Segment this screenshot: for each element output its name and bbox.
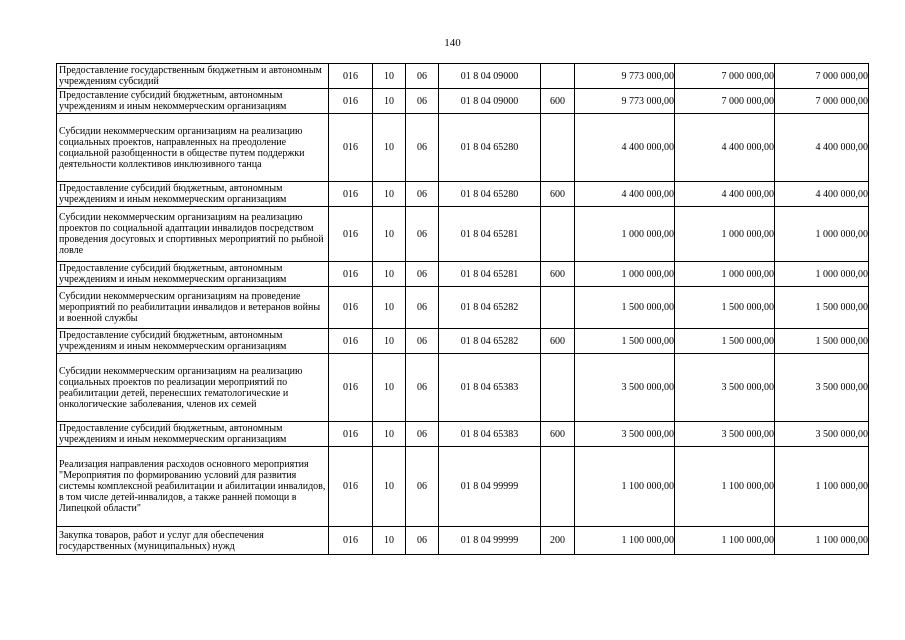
table-row xyxy=(57,64,869,89)
amount-year-1: 3 500 000,00 xyxy=(575,354,675,422)
amount-year-3: 3 500 000,00 xyxy=(775,354,869,422)
target-article-code: 01 8 04 09000 xyxy=(439,64,541,89)
target-article-code: 01 8 04 65281 xyxy=(439,207,541,262)
row-name: Предоставление государственным бюджетным и автономным учреждениям субсидий xyxy=(57,64,329,89)
section-code: 10 xyxy=(373,182,406,207)
table-row xyxy=(57,527,869,555)
amount-year-3: 3 500 000,00 xyxy=(775,422,869,447)
ministry-code: 016 xyxy=(329,287,373,329)
section-code: 10 xyxy=(373,207,406,262)
target-article-code: 01 8 04 09000 xyxy=(439,89,541,114)
table-row xyxy=(57,114,869,182)
subsection-code: 06 xyxy=(406,207,439,262)
section-code: 10 xyxy=(373,64,406,89)
amount-year-2: 4 400 000,00 xyxy=(675,114,775,182)
amount-year-1: 4 400 000,00 xyxy=(575,182,675,207)
row-name: Реализация направления расходов основного мероприятия "Мероприятия по формированию условий для развития системы комплексной реабилитации и абилитации инвалидов, в том числе детей-инвалидов, а также ранней помощи в Липецкой области" xyxy=(57,447,329,527)
amount-year-1: 1 100 000,00 xyxy=(575,447,675,527)
ministry-code: 016 xyxy=(329,354,373,422)
amount-year-2: 4 400 000,00 xyxy=(675,182,775,207)
amount-year-3: 1 000 000,00 xyxy=(775,207,869,262)
subsection-code: 06 xyxy=(406,64,439,89)
section-code: 10 xyxy=(373,287,406,329)
target-article-code: 01 8 04 65383 xyxy=(439,354,541,422)
amount-year-3: 1 100 000,00 xyxy=(775,527,869,555)
ministry-code: 016 xyxy=(329,422,373,447)
amount-year-3: 7 000 000,00 xyxy=(775,64,869,89)
amount-year-1: 9 773 000,00 xyxy=(575,89,675,114)
target-article-code: 01 8 04 65282 xyxy=(439,287,541,329)
table-row xyxy=(57,207,869,262)
expense-type-code xyxy=(541,114,575,182)
ministry-code: 016 xyxy=(329,182,373,207)
amount-year-1: 9 773 000,00 xyxy=(575,64,675,89)
target-article-code: 01 8 04 65282 xyxy=(439,329,541,354)
amount-year-2: 7 000 000,00 xyxy=(675,64,775,89)
section-code: 10 xyxy=(373,114,406,182)
expense-type-code: 600 xyxy=(541,329,575,354)
amount-year-2: 1 100 000,00 xyxy=(675,447,775,527)
ministry-code: 016 xyxy=(329,329,373,354)
amount-year-2: 1 500 000,00 xyxy=(675,329,775,354)
amount-year-1: 1 500 000,00 xyxy=(575,287,675,329)
page-number: 140 xyxy=(444,37,461,49)
amount-year-1: 1 100 000,00 xyxy=(575,527,675,555)
subsection-code: 06 xyxy=(406,287,439,329)
subsection-code: 06 xyxy=(406,114,439,182)
expense-type-code: 600 xyxy=(541,182,575,207)
row-name: Предоставление субсидий бюджетным, автономным учреждениям и иным некоммерческим организациям xyxy=(57,262,329,287)
ministry-code: 016 xyxy=(329,64,373,89)
amount-year-2: 1 000 000,00 xyxy=(675,207,775,262)
table-row xyxy=(57,329,869,354)
row-name: Субсидии некоммерческим организациям на реализацию проектов по социальной адаптации инвалидов посредством проведения досуговых и спортивных мероприятий по рыбной ловле xyxy=(57,207,329,262)
expense-type-code xyxy=(541,287,575,329)
expense-type-code xyxy=(541,64,575,89)
target-article-code: 01 8 04 65280 xyxy=(439,182,541,207)
amount-year-3: 1 100 000,00 xyxy=(775,447,869,527)
section-code: 10 xyxy=(373,329,406,354)
amount-year-3: 1 500 000,00 xyxy=(775,287,869,329)
subsection-code: 06 xyxy=(406,329,439,354)
row-name: Субсидии некоммерческим организациям на проведение мероприятий по реабилитации инвалидов и ветеранов войны и военной службы xyxy=(57,287,329,329)
section-code: 10 xyxy=(373,422,406,447)
expense-type-code: 200 xyxy=(541,527,575,555)
section-code: 10 xyxy=(373,447,406,527)
amount-year-3: 7 000 000,00 xyxy=(775,89,869,114)
row-name: Предоставление субсидий бюджетным, автономным учреждениям и иным некоммерческим организациям xyxy=(57,329,329,354)
expense-type-code xyxy=(541,354,575,422)
amount-year-2: 1 500 000,00 xyxy=(675,287,775,329)
row-name: Предоставление субсидий бюджетным, автономным учреждениям и иным некоммерческим организациям xyxy=(57,182,329,207)
table-row xyxy=(57,182,869,207)
amount-year-3: 4 400 000,00 xyxy=(775,182,869,207)
subsection-code: 06 xyxy=(406,527,439,555)
amount-year-3: 1 500 000,00 xyxy=(775,329,869,354)
subsection-code: 06 xyxy=(406,354,439,422)
row-name: Предоставление субсидий бюджетным, автономным учреждениям и иным некоммерческим организациям xyxy=(57,89,329,114)
amount-year-3: 1 000 000,00 xyxy=(775,262,869,287)
budget-table xyxy=(56,63,869,555)
expense-type-code xyxy=(541,447,575,527)
section-code: 10 xyxy=(373,89,406,114)
table-row xyxy=(57,354,869,422)
section-code: 10 xyxy=(373,262,406,287)
row-name: Закупка товаров, работ и услуг для обеспечения государственных (муниципальных) нужд xyxy=(57,527,329,555)
section-code: 10 xyxy=(373,527,406,555)
amount-year-1: 4 400 000,00 xyxy=(575,114,675,182)
amount-year-2: 1 000 000,00 xyxy=(675,262,775,287)
row-name: Субсидии некоммерческим организациям на реализацию социальных проектов, направленных на преодоление социальной разобщенности в обществе путем поддержки деятельности коллективов инклюзивного танца xyxy=(57,114,329,182)
expense-type-code: 600 xyxy=(541,262,575,287)
ministry-code: 016 xyxy=(329,447,373,527)
amount-year-3: 4 400 000,00 xyxy=(775,114,869,182)
expense-type-code xyxy=(541,207,575,262)
target-article-code: 01 8 04 65383 xyxy=(439,422,541,447)
ministry-code: 016 xyxy=(329,207,373,262)
target-article-code: 01 8 04 65281 xyxy=(439,262,541,287)
ministry-code: 016 xyxy=(329,89,373,114)
ministry-code: 016 xyxy=(329,262,373,287)
table-row xyxy=(57,422,869,447)
subsection-code: 06 xyxy=(406,422,439,447)
target-article-code: 01 8 04 99999 xyxy=(439,447,541,527)
table-row xyxy=(57,89,869,114)
amount-year-1: 1 500 000,00 xyxy=(575,329,675,354)
ministry-code: 016 xyxy=(329,114,373,182)
row-name: Субсидии некоммерческим организациям на реализацию социальных проектов по реализации мероприятий по реабилитации детей, перенесших гематологические и онкологические заболевания, членов их семей xyxy=(57,354,329,422)
subsection-code: 06 xyxy=(406,447,439,527)
subsection-code: 06 xyxy=(406,262,439,287)
ministry-code: 016 xyxy=(329,527,373,555)
amount-year-2: 1 100 000,00 xyxy=(675,527,775,555)
amount-year-1: 3 500 000,00 xyxy=(575,422,675,447)
subsection-code: 06 xyxy=(406,89,439,114)
amount-year-2: 3 500 000,00 xyxy=(675,354,775,422)
expense-type-code: 600 xyxy=(541,422,575,447)
table-row xyxy=(57,262,869,287)
table-row xyxy=(57,287,869,329)
expense-type-code: 600 xyxy=(541,89,575,114)
table-row xyxy=(57,447,869,527)
row-name: Предоставление субсидий бюджетным, автономным учреждениям и иным некоммерческим организациям xyxy=(57,422,329,447)
amount-year-2: 3 500 000,00 xyxy=(675,422,775,447)
target-article-code: 01 8 04 99999 xyxy=(439,527,541,555)
section-code: 10 xyxy=(373,354,406,422)
amount-year-1: 1 000 000,00 xyxy=(575,207,675,262)
amount-year-1: 1 000 000,00 xyxy=(575,262,675,287)
amount-year-2: 7 000 000,00 xyxy=(675,89,775,114)
target-article-code: 01 8 04 65280 xyxy=(439,114,541,182)
subsection-code: 06 xyxy=(406,182,439,207)
